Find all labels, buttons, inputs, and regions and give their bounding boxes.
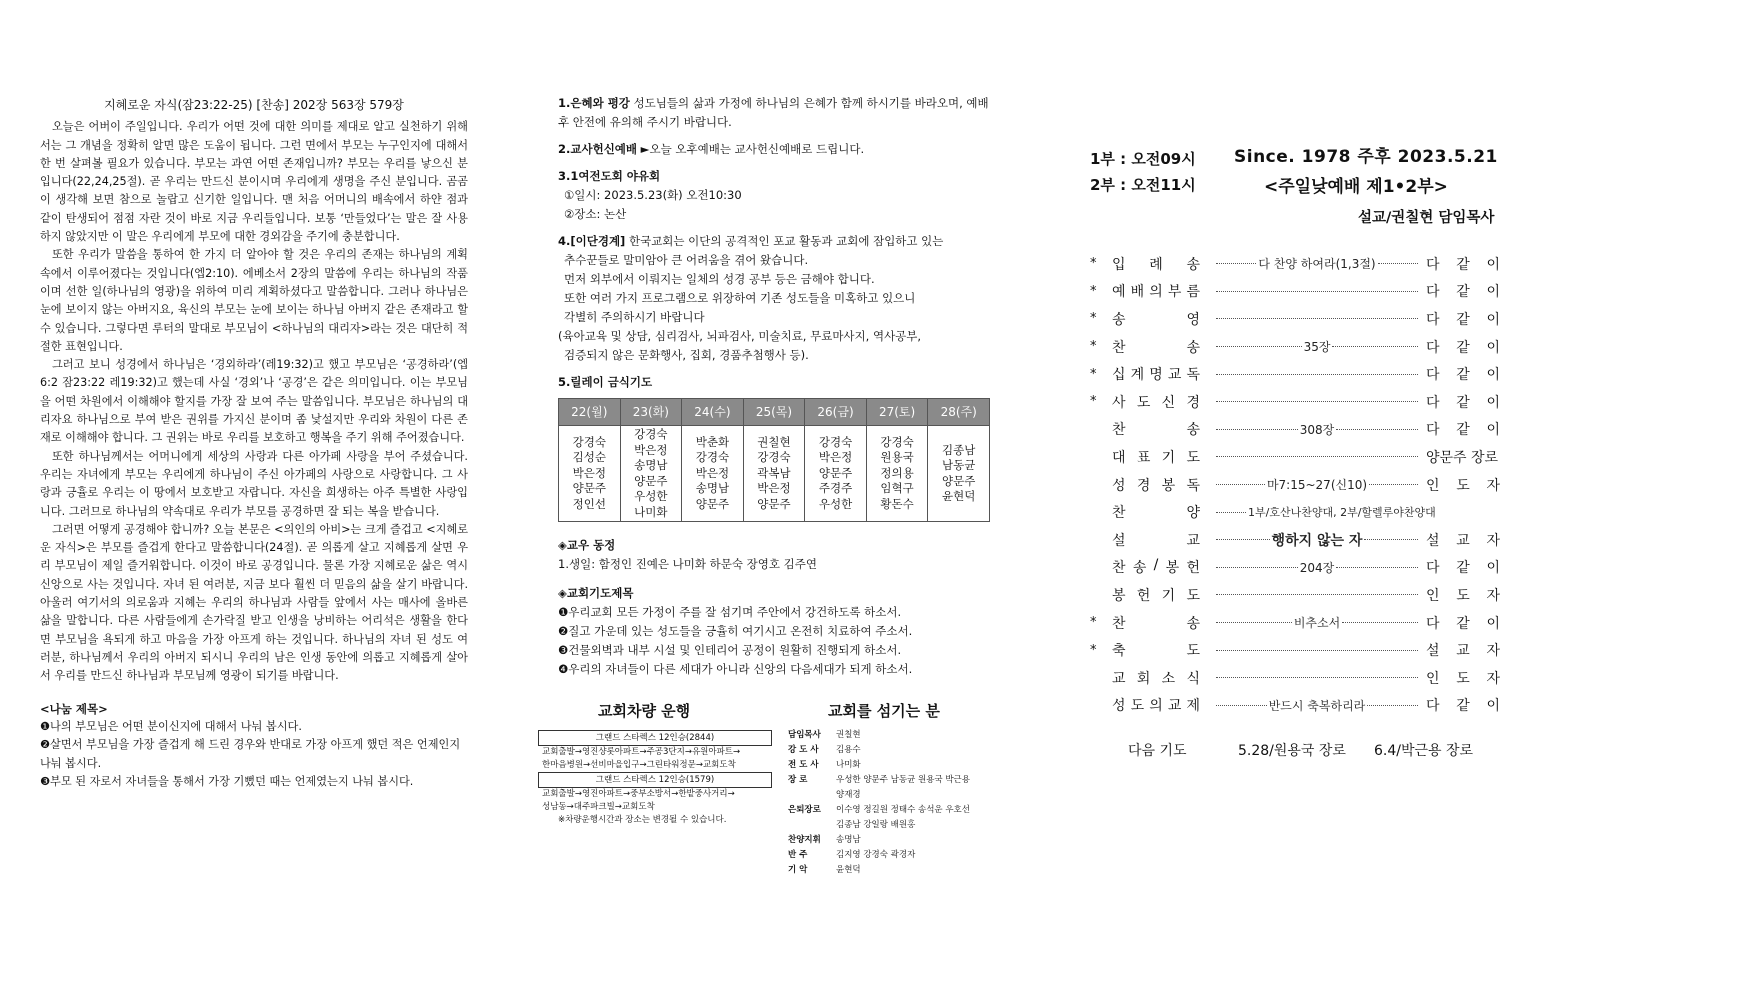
relay-name: 주경주	[818, 481, 853, 496]
relay-prayer-table	[558, 398, 990, 522]
order-detail	[1200, 456, 1426, 457]
order-detail-text: 204장	[1299, 560, 1335, 575]
worship-order	[1090, 250, 1500, 719]
next-prayer-label: 다음 기도	[1128, 743, 1187, 759]
order-name: 성 도 의 교 제	[1112, 698, 1200, 715]
server-row	[788, 833, 998, 848]
relay-name: 권칠현	[757, 434, 791, 449]
standing-mark: *	[1090, 339, 1097, 355]
server-role: 장 로	[788, 775, 808, 785]
order-row	[1090, 526, 1500, 554]
order-detail	[1200, 530, 1426, 550]
server-names: 김종남 강일랑 배원홍	[836, 820, 916, 830]
news-line: 한국교회는 이단의 공격적인 포교 활동과 교회에 잠입하고 있는	[625, 234, 944, 248]
server-row	[788, 773, 998, 788]
relay-day-header: 26(금)	[805, 399, 867, 426]
car-schedule	[538, 730, 772, 827]
order-detail-text: 마7:15~27(신10)	[1266, 478, 1368, 493]
relay-name: 강경숙	[757, 450, 791, 465]
order-leader: 다 같 이	[1426, 367, 1500, 384]
order-name: 입 례 송	[1112, 256, 1200, 273]
server-names: 윤현덕	[836, 865, 861, 875]
order-leader: 다 같 이	[1426, 394, 1500, 411]
news-item-1	[558, 94, 998, 132]
next-prayer	[1128, 740, 1508, 760]
sermon-paragraph: 오늘은 어버이 주일입니다. 우리가 어떤 것에 대한 의미를 제대로 알고 실천하기 위해서는 그 개념을 정확히 알면 많은 도움이 됩니다. 그런 면에서 부모는 누구인지에 대해서 한 번 살펴볼 필요가 있습니다. 부모는 과연 어떤 존재입니까? 부모는 우리를 낳으신 분입니다(22,24,25절). 곧 우리는 만드신 분이시며 우리에게 생명을 주신 분입니다. 곰곰이 생각해 보면 참으로 놀랍고 신기한 일입니다. 맨 처음 어머니의 배속에서 하얀 점과 같이 탄생되어 점점 자란 것이 바로 지금 우리들입니다. 보통 ‘만들었다’는 말은 잘 사용하지 않았지만 이 말은 우리에게 부모에 대한 경외감을 주기에 충분합니다.	[40, 120, 468, 244]
news-line: 각별히 주의하시기 바랍니다	[564, 310, 705, 324]
order-leader: 인 도 자	[1426, 587, 1500, 604]
server-row	[788, 803, 998, 818]
order-row	[1090, 416, 1500, 444]
relay-name: 박은정	[757, 481, 791, 496]
service-times	[1090, 146, 1196, 198]
news-item-5	[558, 373, 998, 522]
standing-mark: *	[1090, 283, 1097, 299]
order-detail	[1200, 291, 1426, 292]
relay-name: 양문주	[572, 481, 606, 496]
sermon-paragraph: 또한 하나님께서는 어머니에게 세상의 사랑과 다른 아가페 사랑을 부어 주셨습니다. 우리는 자녀에게 부모는 우리에게 하나님이 주신 아가페의 사랑으로 사랑합니다. 그 사랑과 긍휼로 우리는 이 땅에서 보호받고 자랍니다. 자신을 희생하는 아주 특별한 사랑입니다. 그러므로 하나님의 약속대로 우리가 부모를 공경하면 잘 되는 복을 받습니다.	[40, 449, 468, 518]
order-leader: 다 같 이	[1426, 339, 1500, 356]
service-time-2: 2부 : 오전11시	[1090, 176, 1196, 194]
share-question: ❸부모 된 자로서 자녀들을 통해서 가장 기뻤던 때는 언제였는지 나눠 봅시다.	[40, 775, 414, 789]
relay-day-header: 23(화)	[620, 399, 682, 426]
relay-name: 남동균	[942, 458, 976, 472]
relay-name: 송명남	[634, 458, 668, 472]
server-role	[788, 818, 836, 833]
order-detail	[1200, 401, 1426, 402]
relay-name: 임혁구	[880, 481, 914, 496]
bus-route: 성남동→대주파크빌→교회도착	[542, 802, 655, 812]
news-text: ►오늘 오후예배는 교사헌신예배로 드립니다.	[637, 142, 865, 156]
news-head: 3.1여전도회 야유회	[558, 169, 661, 183]
relay-name: 박은정	[695, 465, 730, 480]
sermon-paragraph: 그러면 어떻게 공경해야 합니까? 오늘 본문은 <의인의 아비>는 크게 즐겁고 <지혜로운 자식>은 부모를 즐겁게 한다고 말씀합니다(24절). 곧 의롭게 살고 지혜롭게 살면 우리 부모님이 제일 즐거워합니다. 이것이 바로 공경입니다. 물론 가장 지혜로운 삶은 역시 신앙으로 사는 것입니다. 자녀 된 여러분, 지금 보다 훨씬 더 믿음의 삶을 살기 바랍니다. 아울러 여기서의 의로움과 지혜는 우리의 하나님과 사람들 앞에서 사는 매사에 올바른 삶을 말합니다. 다른 사람들에게 손가락질 받고 인생을 낭비하는 어리석은 생활을 한다면 부모님을 욕되게 하고 마음을 가장 아프게 하는 것입니다. 하나님의 자녀 된 성도 여러분, 하나님께서 우리의 아버지 되시니 우리의 남은 인생 동안에 의롭고 지혜롭게 살아서 우리를 만드신 하나님과 부모님께 영광이 되기를 바랍니다.	[40, 522, 468, 683]
relay-day-names	[682, 426, 744, 522]
order-name: 교 회 소 식	[1112, 670, 1200, 687]
prayer-item: ❸건물외벽과 내부 시설 및 인테리어 공정이 원활히 진행되게 하소서.	[558, 643, 902, 657]
sermon-paragraph: 그러고 보니 성경에서 하나님은 ‘경외하라’(레19:32)고 했고 부모님은 ‘공경하라’(엡6:2 잠23:22 레19:32)고 했는데 사실 ‘경외’나 ‘공경’은 같은 의미입니다. 이는 부모님을 어떤 차원에서 이해해야 할지를 가장 잘 보여 주는 말씀입니다. 부모님은 하나님의 대리자요 하나님으로 부여 받은 권위를 가지신 분이며 좀 낯설지만 우리와 차원이 다른 존재로 이해해야 합니다. 그 권위는 바로 우리를 보호하고 행복을 주기 위해 주어졌습니다.	[40, 358, 468, 445]
order-detail	[1200, 677, 1426, 678]
order-detail-text: 1부/호산나찬양대, 2부/할렐루야찬양대	[1248, 506, 1436, 520]
relay-name: 양문주	[634, 473, 668, 488]
order-row	[1090, 388, 1500, 416]
order-detail-text: 비추소서	[1293, 616, 1341, 631]
order-row	[1090, 278, 1500, 306]
order-row	[1090, 664, 1500, 692]
news-line: 추수꾼들로 말미암아 큰 어려움을 겪어 왔습니다.	[564, 253, 809, 267]
news-line: (육아교육 및 상담, 심리검사, 뇌파검사, 미술치료, 무료마사지, 역사공부,	[558, 329, 922, 343]
order-name: 십 계 명 교 독	[1112, 367, 1200, 384]
order-leader: 다 같 이	[1426, 256, 1500, 273]
next-prayer-1: 5.28/원용국 장로	[1238, 743, 1346, 759]
order-detail	[1200, 614, 1426, 631]
order-detail	[1200, 255, 1426, 272]
relay-name: 강경숙	[695, 450, 730, 465]
bus-label: 그랜드 스타렉스 12인승(2844)	[538, 730, 772, 746]
order-leader: 설 교 자	[1426, 643, 1500, 660]
server-names: 김지영 강경숙 곽경자	[836, 850, 916, 860]
relay-name: 윤현덕	[942, 489, 976, 503]
order-detail	[1200, 421, 1426, 438]
relay-name: 나미화	[634, 504, 668, 519]
standing-mark: *	[1090, 256, 1097, 272]
relay-day-header: 24(수)	[682, 399, 744, 426]
order-name: 찬 송	[1112, 615, 1200, 632]
relay-name: 박은정	[634, 442, 668, 457]
prayer-item: ❷질고 가운데 있는 성도들을 긍휼히 여기시고 온전히 치료하여 주소서.	[558, 624, 913, 638]
server-role: 반 주	[788, 850, 808, 860]
relay-name: 강경숙	[818, 434, 853, 449]
since-date: Since. 1978 주후 2023.5.21	[1234, 147, 1498, 167]
order-leader: 다 같 이	[1426, 560, 1500, 577]
order-name: 예 배 의 부 름	[1112, 284, 1200, 301]
standing-mark: *	[1090, 311, 1097, 327]
order-name: 찬 송	[1112, 339, 1200, 356]
servers-title: 교회를 섬기는 분	[828, 702, 940, 720]
news-head: 4.[이단경계]	[558, 234, 626, 248]
order-row	[1090, 636, 1500, 664]
order-name: 축 도	[1112, 643, 1200, 660]
bus-label: 그랜드 스타렉스 12인승(1579)	[538, 772, 772, 788]
prayer-topics	[558, 584, 998, 679]
service-title: <주일낮예배 제1•2부>	[1264, 177, 1448, 197]
relay-name: 황돈수	[880, 496, 914, 511]
relay-name: 양문주	[942, 473, 976, 488]
news-line: 먼저 외부에서 이뤄지는 일체의 성경 공부 등은 금해야 합니다.	[564, 272, 875, 286]
relay-day-names	[743, 426, 805, 522]
order-detail-text: 행하지 않는 자	[1271, 532, 1363, 549]
relay-name: 정의용	[880, 465, 914, 480]
relay-name: 곽복남	[757, 465, 791, 480]
standing-mark: *	[1090, 394, 1097, 410]
relay-name: 박은정	[572, 465, 606, 480]
order-row	[1090, 498, 1500, 526]
news-head: 2.교사헌신예배	[558, 142, 638, 156]
news-item-4	[558, 232, 998, 365]
prayer-item: ❹우리의 자녀들이 다른 세대가 아니라 신앙의 다음세대가 되게 하소서.	[558, 662, 913, 676]
relay-day-header: 27(토)	[866, 399, 928, 426]
order-leader: 인 도 자	[1426, 670, 1500, 687]
server-names: 양재경	[836, 790, 861, 800]
relay-name: 원용국	[880, 450, 914, 465]
order-name: 찬 송	[1112, 422, 1200, 439]
server-row	[788, 728, 998, 743]
sermon-column	[40, 96, 468, 792]
relay-name: 정인선	[572, 496, 606, 511]
relay-name: 김성순	[572, 450, 606, 465]
servers-list	[788, 728, 998, 878]
news-line: 또한 여러 가지 프로그램으로 위장하여 기존 성도들을 미혹하고 있으니	[564, 291, 916, 305]
order-leader: 다 같 이	[1426, 311, 1500, 328]
order-detail	[1200, 374, 1426, 375]
relay-day-names	[620, 426, 682, 522]
server-role: 은퇴장로	[788, 805, 821, 815]
news-head: 5.릴레이 금식기도	[558, 375, 653, 389]
relay-day-names	[866, 426, 928, 522]
order-name: 사 도 신 경	[1112, 394, 1200, 411]
order-detail	[1200, 559, 1426, 576]
news-line: ①일시: 2023.5.23(화) 오전10:30	[564, 188, 742, 202]
server-names: 우성한 양문주 남동균 원용국 박근용	[836, 775, 970, 785]
order-row	[1090, 692, 1500, 720]
relay-name: 우성한	[634, 489, 668, 503]
relay-name: 양문주	[818, 465, 853, 480]
share-question: ❶나의 부모님은 어떤 분이신지에 대해서 나눠 봅시다.	[40, 719, 302, 733]
relay-name: 박춘화	[695, 434, 730, 449]
order-row	[1090, 360, 1500, 388]
relay-name: 양문주	[695, 496, 730, 511]
order-row	[1090, 581, 1500, 609]
members-text: 1.생일: 함정인 진예은 나미화 하문숙 장영호 김주연	[558, 557, 817, 571]
order-leader: 다 같 이	[1426, 615, 1500, 632]
bus-route: 한마음병원→선비마을입구→그린타워정문→교회도착	[542, 760, 736, 770]
order-name: 대 표 기 도	[1112, 449, 1200, 466]
members-news	[558, 536, 998, 574]
share-question: ❷살면서 부모님을 가장 즐겁게 해 드린 경우와 반대로 가장 아프게 했던 적은 언제인지 나눠 봅시다.	[40, 738, 461, 770]
standing-mark: *	[1090, 615, 1097, 631]
news-item-2	[558, 140, 998, 159]
server-role	[788, 788, 836, 803]
order-leader: 설 교 자	[1426, 532, 1500, 549]
order-detail	[1200, 338, 1426, 355]
relay-day-names	[559, 426, 621, 522]
relay-day-header: 22(월)	[559, 399, 621, 426]
sermon-title: 지혜로운 자식(잠23:22-25) [찬송] 202장 563장 579장	[104, 98, 404, 112]
order-row	[1090, 305, 1500, 333]
server-role: 찬양지휘	[788, 835, 821, 845]
order-detail	[1200, 650, 1426, 651]
news-line: ②장소: 논산	[564, 207, 627, 221]
share-title: <나눔 제목>	[40, 701, 108, 716]
server-names: 권칠현	[836, 730, 861, 740]
standing-mark: *	[1090, 366, 1097, 382]
news-item-3	[558, 167, 998, 224]
order-row	[1090, 333, 1500, 361]
order-name: 성 경 봉 독	[1112, 477, 1200, 494]
relay-name: 강경숙	[572, 434, 606, 449]
relay-day-header: 25(목)	[743, 399, 805, 426]
relay-day-names	[805, 426, 867, 522]
next-prayer-2: 6.4/박근용 장로	[1374, 743, 1474, 759]
prayer-item: ❶우리교회 모든 가정이 주를 잘 섬기며 주안에서 강건하도록 하소서.	[558, 605, 902, 619]
order-detail	[1200, 697, 1426, 714]
order-row	[1090, 609, 1500, 637]
sermon-paragraph: 또한 우리가 말씀을 통하여 한 가지 더 알아야 할 것은 우리의 존재는 하나님의 계획 속에서 이루어졌다는 것입니다(엡2:10). 에베소서 2장의 말씀에 우리는 하나님의 작품이며 선한 일(하나님의 영광)을 위하여 미리 계획하셨다고 말씀합니다. 그러나 하나님은 눈에 보이지 않는 아버지요, 육신의 부모는 눈에 보이는 하나님 아버지 같은 존재라고 할 수 있습니다. 그렇다면 루터의 말대로 부모님이 <하나님의 대리자>라는 것은 대단히 적절한 표현입니다.	[40, 248, 468, 353]
server-row	[788, 863, 998, 878]
news-text: 성도님들의 삶과 가정에 하나님의 은혜가 함께 하시기를 바라오며, 예배후 안전에 유의해 주시기 바랍니다.	[558, 96, 989, 129]
server-row	[788, 788, 998, 803]
relay-name: 박은정	[818, 450, 853, 465]
members-head: ◈교우 동정	[558, 538, 616, 552]
order-detail	[1200, 318, 1426, 319]
order-row	[1090, 443, 1500, 471]
relay-name: 강경숙	[634, 427, 668, 441]
server-row	[788, 818, 998, 833]
car-title: 교회차량 운행	[598, 702, 691, 720]
server-role: 담임목사	[788, 730, 821, 740]
service-time-1: 1부 : 오전09시	[1090, 150, 1196, 168]
relay-name: 강경숙	[880, 434, 914, 449]
prayer-head: ◈교회기도제목	[558, 586, 634, 600]
order-row	[1090, 250, 1500, 278]
order-name: 송 영	[1112, 311, 1200, 328]
order-row	[1090, 471, 1500, 499]
standing-mark: *	[1090, 642, 1097, 658]
server-row	[788, 743, 998, 758]
server-names: 송명남	[836, 835, 861, 845]
server-names: 나미화	[836, 760, 861, 770]
relay-name: 양문주	[757, 496, 791, 511]
server-names: 김용수	[836, 745, 861, 755]
preacher: 설교/권칠현 담임목사	[1358, 210, 1495, 226]
news-head: 1.은혜와 평강	[558, 96, 630, 110]
order-name: 설 교	[1112, 532, 1200, 549]
server-row	[788, 758, 998, 773]
order-name: 찬 송 / 봉 헌	[1112, 557, 1200, 577]
order-name: 찬 양	[1112, 505, 1200, 522]
order-name: 봉 헌 기 도	[1112, 587, 1200, 604]
order-detail-text: 반드시 축복하리라	[1268, 698, 1366, 713]
relay-day-header: 28(주)	[928, 399, 990, 426]
server-names: 이수영 정길원 정태수 송석운 우호선	[836, 805, 970, 815]
order-detail	[1200, 594, 1426, 595]
order-detail-text: 308장	[1299, 422, 1335, 437]
news-column	[558, 94, 998, 679]
relay-name: 김종남	[942, 442, 976, 457]
server-role: 전 도 사	[788, 760, 819, 770]
order-leader: 양문주 장로	[1426, 449, 1499, 466]
order-leader: 다 같 이	[1426, 422, 1500, 439]
bus-route: 교회출발→영진아파트→중부소방서→한밭중사거리→	[542, 789, 735, 799]
order-leader: 인 도 자	[1426, 477, 1500, 494]
car-note: ※차량운행시간과 장소는 변경될 수 있습니다.	[558, 815, 727, 825]
news-line: 검증되지 않은 문화행사, 집회, 경품추첨행사 등).	[564, 348, 809, 362]
order-detail-text: 다 찬양 하여라(1,3절)	[1258, 257, 1376, 272]
relay-day-names	[928, 426, 990, 522]
server-row	[788, 848, 998, 863]
order-detail	[1200, 476, 1426, 493]
server-role: 기 악	[788, 865, 808, 875]
order-detail	[1200, 504, 1500, 520]
relay-name: 송명남	[695, 481, 730, 496]
bus-route: 교회출발→영진샹롯아파트→주공3단지→유원아파트→	[542, 747, 741, 757]
server-role: 강 도 사	[788, 745, 819, 755]
order-row	[1090, 554, 1500, 582]
order-leader: 다 같 이	[1426, 284, 1500, 301]
order-leader: 다 같 이	[1426, 698, 1500, 715]
order-detail-text: 35장	[1303, 340, 1331, 355]
relay-name: 우성한	[818, 496, 853, 511]
